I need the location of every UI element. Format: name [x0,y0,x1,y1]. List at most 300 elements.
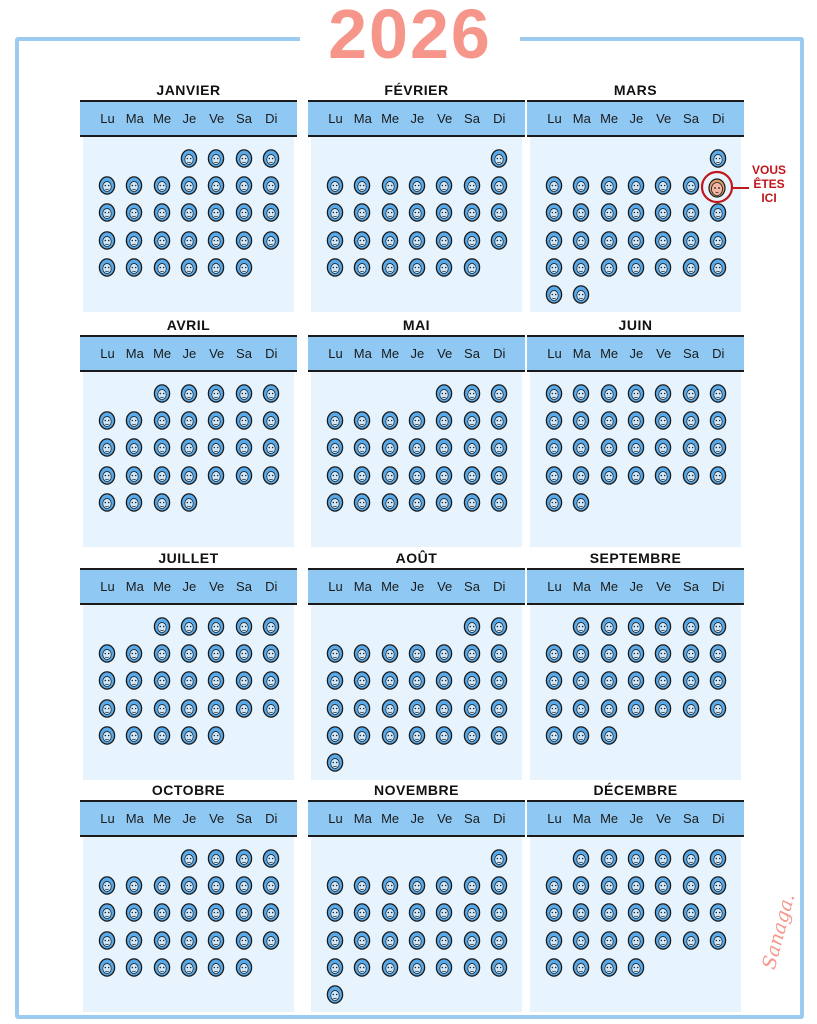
weekday-label: Me [381,111,400,126]
man-face-icon [235,437,253,457]
man-face-icon [262,930,280,950]
man-face-icon [408,257,426,277]
weekday-label: Me [381,579,400,594]
man-face-icon [125,465,143,485]
weekday-label: Ve [437,811,453,826]
weekday-label: Je [410,346,425,361]
weekday-label: Me [381,811,400,826]
man-face-icon [627,848,645,868]
man-face-icon [654,902,672,922]
man-face-icon [600,202,618,222]
man-face-icon [353,230,371,250]
month-title: DÉCEMBRE [593,782,678,798]
man-face-icon [435,175,453,195]
man-face-icon [207,698,225,718]
year-title: 2026 [300,0,520,74]
marker-label-line: ÊTES [753,177,785,191]
man-face-icon [235,957,253,977]
man-face-icon [98,257,116,277]
man-face-icon [326,875,344,895]
man-face-icon [235,698,253,718]
man-face-icon [600,670,618,690]
weekday-label: Ve [209,346,225,361]
man-face-icon [153,875,171,895]
man-face-icon [627,202,645,222]
man-face-icon [207,725,225,745]
man-face-icon [180,848,198,868]
weekday-header [80,335,297,372]
man-face-icon [262,383,280,403]
man-face-icon [490,230,508,250]
man-face-icon [262,643,280,663]
man-face-icon [153,175,171,195]
man-face-icon [381,670,399,690]
man-face-icon [326,492,344,512]
man-face-icon [98,875,116,895]
man-face-icon [125,725,143,745]
weekday-label: Ve [656,811,672,826]
man-face-icon [326,410,344,430]
man-face-icon [600,875,618,895]
man-face-icon [262,465,280,485]
man-face-icon [627,230,645,250]
month-title: JUIN [618,317,653,333]
man-face-icon [381,930,399,950]
man-face-icon [98,957,116,977]
month-title: MARS [613,82,658,98]
weekday-label: Ma [572,811,591,826]
man-face-icon [235,175,253,195]
man-face-icon [235,875,253,895]
man-face-icon [180,410,198,430]
man-face-icon [98,230,116,250]
man-face-icon [627,383,645,403]
man-face-icon [235,848,253,868]
man-face-icon [262,848,280,868]
month-title: OCTOBRE [151,782,226,798]
man-face-icon [654,930,672,950]
man-face-icon [408,875,426,895]
man-face-icon [709,383,727,403]
man-face-icon [180,725,198,745]
man-face-icon [545,465,563,485]
man-face-icon [408,492,426,512]
man-face-icon [490,383,508,403]
man-face-icon [408,698,426,718]
man-face-icon [353,930,371,950]
weekday-label: Sa [683,111,699,126]
weekday-header [308,568,525,605]
man-face-icon [408,175,426,195]
man-face-icon [572,230,590,250]
man-face-icon [654,643,672,663]
man-face-icon [180,465,198,485]
man-face-icon [153,437,171,457]
man-face-icon [682,698,700,718]
man-face-icon [207,902,225,922]
weekday-label: Sa [464,111,480,126]
man-face-icon [545,202,563,222]
man-face-icon [654,670,672,690]
man-face-icon [98,410,116,430]
man-face-icon [545,284,563,304]
man-face-icon [654,257,672,277]
woman-face-icon [700,170,734,204]
man-face-icon [600,230,618,250]
man-face-icon [709,230,727,250]
weekday-label: Je [629,346,644,361]
man-face-icon [490,725,508,745]
weekday-label: Ve [437,579,453,594]
man-face-icon [262,175,280,195]
man-face-icon [682,202,700,222]
man-face-icon [98,930,116,950]
man-face-icon [353,698,371,718]
weekday-label: Sa [683,811,699,826]
man-face-icon [153,643,171,663]
man-face-icon [490,616,508,636]
man-face-icon [654,848,672,868]
weekday-label: Lu [547,579,562,594]
weekday-label: Ma [125,346,144,361]
man-face-icon [207,930,225,950]
man-face-icon [235,230,253,250]
man-face-icon [262,616,280,636]
man-face-icon [463,257,481,277]
month-title: JANVIER [156,82,221,98]
man-face-icon [545,410,563,430]
man-face-icon [207,616,225,636]
man-face-icon [180,670,198,690]
weekday-label: Sa [464,346,480,361]
man-face-icon [572,284,590,304]
man-face-icon [207,957,225,977]
weekday-label: Di [493,346,506,361]
man-face-icon [654,875,672,895]
man-face-icon [153,410,171,430]
man-face-icon [627,410,645,430]
weekday-header [527,800,744,837]
man-face-icon [682,902,700,922]
man-face-icon [682,930,700,950]
weekday-label: Di [712,346,725,361]
man-face-icon [381,202,399,222]
man-face-icon [600,643,618,663]
weekday-label: Ma [572,346,591,361]
man-face-icon [682,437,700,457]
man-face-icon [125,930,143,950]
man-face-icon [125,410,143,430]
man-face-icon [353,257,371,277]
man-face-icon [435,725,453,745]
man-face-icon [207,465,225,485]
man-face-icon [408,930,426,950]
man-face-icon [153,202,171,222]
man-face-icon [463,202,481,222]
man-face-icon [326,957,344,977]
man-face-icon [207,643,225,663]
man-face-icon [627,670,645,690]
man-face-icon [381,437,399,457]
weekday-header [80,800,297,837]
weekday-label: Me [600,111,619,126]
man-face-icon [463,175,481,195]
man-face-icon [709,930,727,950]
man-face-icon [353,670,371,690]
man-face-icon [326,752,344,772]
man-face-icon [490,492,508,512]
weekday-label: Lu [328,111,343,126]
weekday-label: Me [153,346,172,361]
man-face-icon [353,492,371,512]
weekday-label: Sa [683,579,699,594]
man-face-icon [435,230,453,250]
man-face-icon [180,148,198,168]
man-face-icon [180,875,198,895]
man-face-icon [125,643,143,663]
man-face-icon [709,875,727,895]
man-face-icon [353,437,371,457]
man-face-icon [463,616,481,636]
man-face-icon [207,230,225,250]
man-face-icon [463,465,481,485]
man-face-icon [600,437,618,457]
man-face-icon [381,902,399,922]
weekday-label: Di [712,111,725,126]
man-face-icon [207,875,225,895]
weekday-label: Me [381,346,400,361]
man-face-icon [572,725,590,745]
you-are-here-label [748,163,790,205]
man-face-icon [435,698,453,718]
man-face-icon [262,875,280,895]
weekday-label: Sa [236,579,252,594]
man-face-icon [709,202,727,222]
man-face-icon [600,616,618,636]
weekday-label: Di [712,811,725,826]
man-face-icon [153,257,171,277]
man-face-icon [262,670,280,690]
man-face-icon [435,202,453,222]
man-face-icon [98,643,116,663]
month-title: SEPTEMBRE [589,550,682,566]
marker-pointer-line [730,183,750,193]
man-face-icon [627,698,645,718]
weekday-label: Di [493,811,506,826]
man-face-icon [463,698,481,718]
man-face-icon [381,410,399,430]
weekday-label: Me [153,579,172,594]
man-face-icon [545,175,563,195]
weekday-label: Je [629,111,644,126]
man-face-icon [435,930,453,950]
man-face-icon [180,492,198,512]
weekday-header [308,100,525,137]
weekday-label: Je [410,111,425,126]
man-face-icon [262,230,280,250]
man-face-icon [98,465,116,485]
man-face-icon [463,670,481,690]
man-face-icon [353,410,371,430]
man-face-icon [709,616,727,636]
man-face-icon [572,957,590,977]
man-face-icon [235,930,253,950]
man-face-icon [153,902,171,922]
weekday-label: Lu [100,579,115,594]
man-face-icon [235,643,253,663]
weekday-label: Sa [464,579,480,594]
man-face-icon [654,410,672,430]
weekday-header [80,100,297,137]
weekday-header [527,100,744,137]
man-face-icon [207,670,225,690]
man-face-icon [125,257,143,277]
weekday-header [80,568,297,605]
man-face-icon [600,902,618,922]
man-face-icon [98,698,116,718]
man-face-icon [262,902,280,922]
month-title: AOÛT [395,550,438,566]
weekday-label: Me [153,811,172,826]
man-face-icon [408,670,426,690]
weekday-label: Me [153,111,172,126]
man-face-icon [654,383,672,403]
man-face-icon [125,175,143,195]
man-face-icon [153,725,171,745]
weekday-label: Lu [547,346,562,361]
man-face-icon [545,670,563,690]
man-face-icon [600,410,618,430]
weekday-label: Di [265,811,278,826]
weekday-label: Lu [328,811,343,826]
man-face-icon [435,257,453,277]
man-face-icon [408,902,426,922]
man-face-icon [98,202,116,222]
man-face-icon [682,465,700,485]
man-face-icon [545,902,563,922]
man-face-icon [545,957,563,977]
man-face-icon [490,670,508,690]
man-face-icon [463,492,481,512]
weekday-label: Ma [353,811,372,826]
man-face-icon [572,437,590,457]
man-face-icon [572,202,590,222]
man-face-icon [600,930,618,950]
man-face-icon [545,930,563,950]
man-face-icon [207,848,225,868]
man-face-icon [262,202,280,222]
man-face-icon [98,670,116,690]
man-face-icon [98,175,116,195]
weekday-header [308,800,525,837]
man-face-icon [490,175,508,195]
man-face-icon [98,492,116,512]
man-face-icon [435,670,453,690]
man-face-icon [326,725,344,745]
man-face-icon [408,465,426,485]
man-face-icon [235,257,253,277]
man-face-icon [235,148,253,168]
man-face-icon [153,930,171,950]
man-face-icon [490,465,508,485]
man-face-icon [572,383,590,403]
weekday-label: Sa [464,811,480,826]
weekday-label: Ve [209,579,225,594]
weekday-label: Je [410,579,425,594]
month-title: MAI [402,317,431,333]
man-face-icon [490,410,508,430]
man-face-icon [125,875,143,895]
man-face-icon [572,698,590,718]
man-face-icon [709,643,727,663]
weekday-label: Ve [437,346,453,361]
weekday-label: Je [629,811,644,826]
man-face-icon [353,643,371,663]
man-face-icon [490,848,508,868]
man-face-icon [709,465,727,485]
weekday-label: Ma [353,579,372,594]
weekday-label: Di [493,111,506,126]
man-face-icon [627,930,645,950]
man-face-icon [654,202,672,222]
man-face-icon [682,383,700,403]
man-face-icon [408,202,426,222]
weekday-header [308,335,525,372]
weekday-label: Ve [656,579,672,594]
weekday-label: Je [182,579,197,594]
man-face-icon [490,202,508,222]
man-face-icon [153,957,171,977]
man-face-icon [600,465,618,485]
man-face-icon [180,957,198,977]
man-face-icon [381,492,399,512]
weekday-label: Je [410,811,425,826]
man-face-icon [572,848,590,868]
man-face-icon [545,643,563,663]
weekday-label: Ve [437,111,453,126]
man-face-icon [435,465,453,485]
weekday-label: Lu [100,811,115,826]
man-face-icon [207,257,225,277]
weekday-label: Ma [353,111,372,126]
man-face-icon [353,202,371,222]
man-face-icon [235,465,253,485]
man-face-icon [545,725,563,745]
man-face-icon [153,492,171,512]
man-face-icon [572,410,590,430]
man-face-icon [153,230,171,250]
weekday-header [527,335,744,372]
man-face-icon [125,902,143,922]
man-face-icon [353,175,371,195]
weekday-label: Ma [572,111,591,126]
man-face-icon [381,230,399,250]
man-face-icon [572,902,590,922]
man-face-icon [235,902,253,922]
man-face-icon [463,437,481,457]
man-face-icon [353,957,371,977]
man-face-icon [654,616,672,636]
man-face-icon [490,437,508,457]
man-face-icon [709,670,727,690]
man-face-icon [381,957,399,977]
man-face-icon [490,698,508,718]
man-face-icon [435,957,453,977]
man-face-icon [125,230,143,250]
man-face-icon [463,930,481,950]
man-face-icon [627,875,645,895]
marker-label-line: VOUS [751,163,786,177]
